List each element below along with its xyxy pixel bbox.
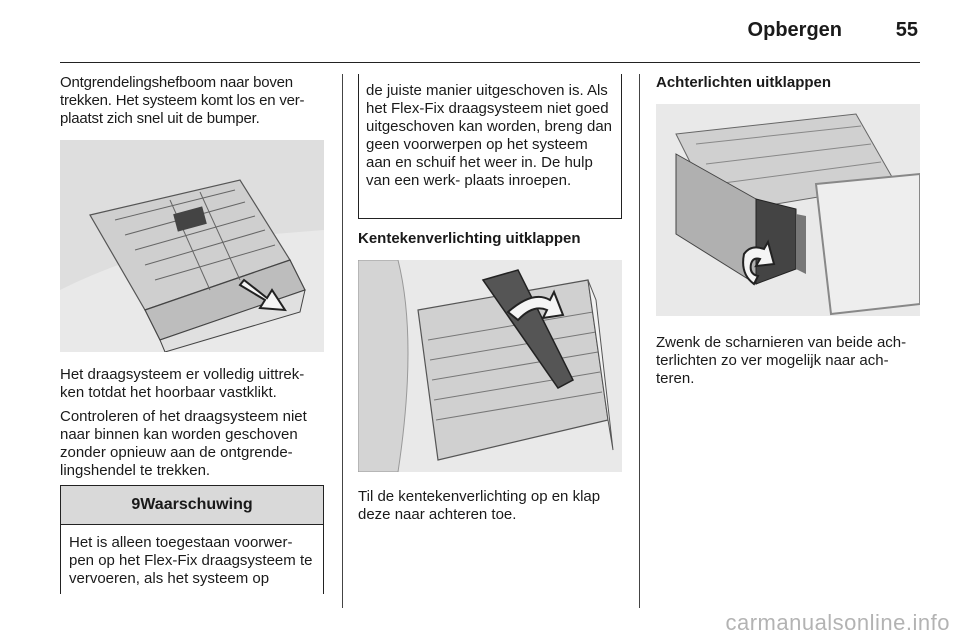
- flexfix-illustration: [60, 140, 324, 352]
- section-heading-license-light: Kentekenverlichting uitklappen: [358, 230, 581, 247]
- figure-license-light: [358, 260, 622, 472]
- column-2: [358, 230, 622, 524]
- warning-header: [61, 486, 323, 525]
- page-number: 55: [895, 19, 918, 41]
- col1-paragraph-2: Het draagsysteem er volledig uittrek- ken totdat het hoorbaar vastklikt.: [60, 366, 305, 401]
- caption-license-light: Til de kentekenverlichting op en klap deze naar achteren toe.: [358, 488, 601, 523]
- page-title: Opbergen: [747, 19, 842, 41]
- page-header: [60, 0, 920, 63]
- warning-box-continued: [358, 74, 622, 219]
- license-light-illustration: [358, 260, 622, 472]
- tail-lights-illustration: [656, 104, 920, 316]
- column-divider-2: [639, 74, 640, 608]
- column-3: [656, 74, 920, 388]
- warning-continued-text: de juiste manier uitgeschoven is. Als het Flex-Fix draagsysteem niet goed uitgeschoven kan worden, breng dan geen voorwerpen op het systeem aan en schuif het weer in. De hulp van een werk- plaats inroepen.: [366, 82, 613, 189]
- warning-text: Het is alleen toegestaan voorwer- pen op het Flex-Fix draagsysteem te vervoeren, als het systeem op: [69, 534, 313, 587]
- col1-paragraph-3: Controleren of het draagsysteem niet naar binnen kan worden geschoven zonder opnieuw aan de ontgrende- lingshendel te trekken.: [60, 408, 307, 479]
- column-divider-1: [342, 74, 343, 608]
- figure-flexfix-extend: [60, 140, 324, 352]
- warning-box: [60, 485, 324, 594]
- warning-title: Waarschuwing: [140, 496, 253, 513]
- section-heading-tail-lights: Achterlichten uitklappen: [656, 74, 832, 91]
- watermark: carmanualsonline.info: [725, 610, 950, 635]
- warning-icon: 9: [131, 496, 141, 513]
- figure-tail-lights: [656, 104, 920, 316]
- column-1: [60, 74, 324, 480]
- caption-tail-lights: Zwenk de scharnieren van beide ach- terlichten zo ver mogelijk naar ach- teren.: [656, 334, 907, 387]
- col1-paragraph-1: Ontgrendelingshefboom naar boven trekken. Het systeem komt los en ver- plaatst zich snel uit de bumper.: [60, 74, 305, 127]
